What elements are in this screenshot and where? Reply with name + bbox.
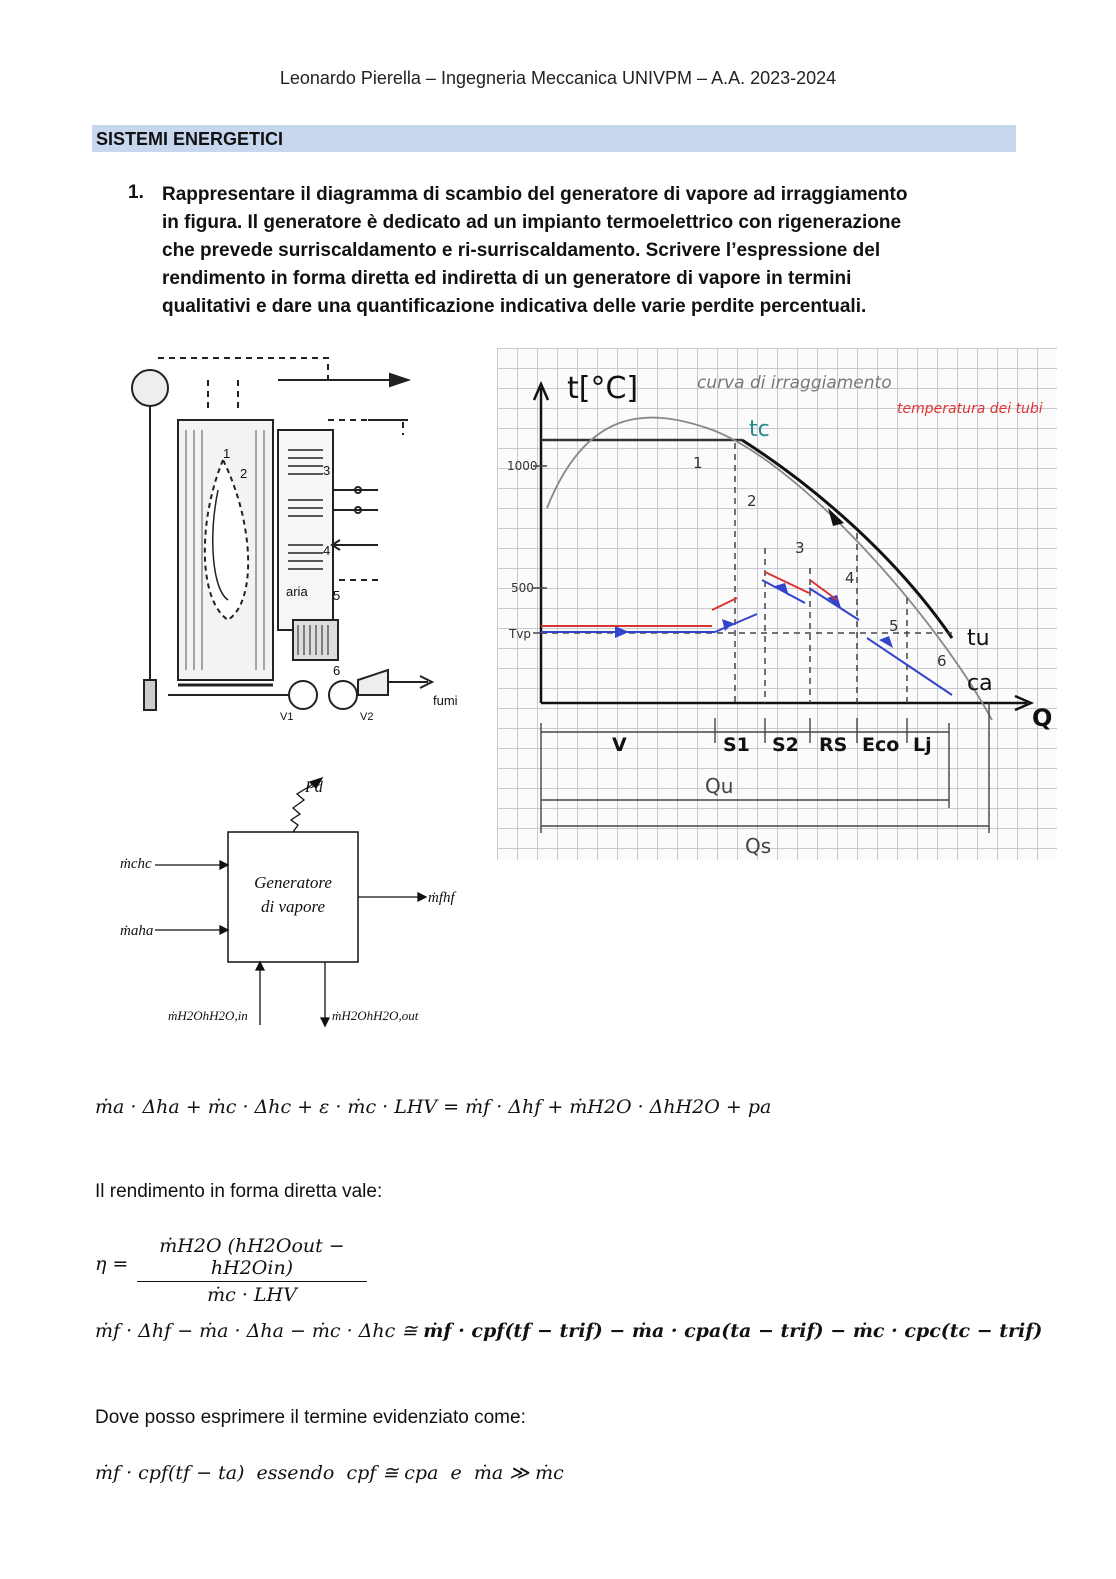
segment-label: S1 xyxy=(723,734,750,756)
fraction-bar xyxy=(137,1281,367,1282)
where-text: Dove posso esprimere il termine evidenziato come: xyxy=(95,1407,526,1428)
block-label: di vapore xyxy=(260,897,326,916)
boiler-label: 4 xyxy=(323,543,331,558)
region-number: 6 xyxy=(937,652,947,670)
question-text xyxy=(162,181,1022,321)
block-label: ṁaha xyxy=(120,923,154,939)
annotation-tu: tu xyxy=(967,626,990,651)
y-axis-label: t[°C] xyxy=(567,371,639,406)
energy-balance-equation: ṁa · Δha + ṁc · Δhc + ε · ṁc · LHV = ṁf · Δhf + ṁH2O · ΔhH2O + pa xyxy=(95,1096,772,1118)
block-label: ṁfhf xyxy=(428,890,455,906)
block-label: Generatore xyxy=(254,873,332,892)
block-diagram xyxy=(110,770,490,1040)
boiler-label: 2 xyxy=(240,466,248,481)
boiler-label: V1 xyxy=(280,711,294,723)
y-tick-label: 1000 xyxy=(507,459,538,473)
eta-symbol: η = xyxy=(95,1253,129,1275)
question-number: 1. xyxy=(128,182,144,203)
exchange-chart xyxy=(497,348,1057,860)
segment-label: Lj xyxy=(913,734,932,756)
region-number: 4 xyxy=(845,569,855,587)
total-label-qu: Qu xyxy=(705,774,734,798)
segment-label: S2 xyxy=(772,734,799,756)
boiler-label: aria xyxy=(286,584,308,599)
section-title: SISTEMI ENERGETICI xyxy=(96,129,284,149)
question-line: che prevede surriscaldamento e ri-surriscaldamento. Scrivere l’espressione del xyxy=(162,240,881,261)
efficiency-formula xyxy=(95,1235,495,1306)
total-label-qs: Qs xyxy=(745,834,772,858)
fumes-curve xyxy=(742,440,952,638)
y-tick-label: 500 xyxy=(511,581,534,595)
approx-right-highlighted: ṁf · cpf(tf − trif) − ṁa · cpa(ta − trif) − ṁc · cpc(tc − trif) xyxy=(423,1320,1043,1342)
direct-efficiency-text: Il rendimento in forma diretta vale: xyxy=(95,1181,383,1202)
boiler-label: 5 xyxy=(333,588,341,603)
approx-left: ṁf · Δhf − ṁa · Δha − ṁc · Δhc ≅ xyxy=(95,1320,418,1342)
annotation-tc: tc xyxy=(749,417,770,442)
segment-label: Eco xyxy=(862,734,900,756)
annotation-ca: ca xyxy=(967,671,993,696)
boiler-label: 1 xyxy=(223,446,231,461)
final-equation: ṁf · cpf(tf − ta) essendo cpf ≅ cpa e ṁa ≫ ṁc xyxy=(95,1462,564,1484)
annotation-tube-temp: temperatura dei tubi xyxy=(897,401,1043,417)
region-number: 1 xyxy=(693,454,703,472)
irradiation-curve xyxy=(547,418,992,720)
eta-denominator: ṁc · LHV xyxy=(207,1284,297,1306)
question-line: Rappresentare il diagramma di scambio del generatore di vapore ad irraggiamento xyxy=(162,184,908,205)
block-label: ṁH2OhH2O,out xyxy=(332,1008,419,1023)
eta-numerator: ṁH2O (hH2Oout − hH2Oin) xyxy=(159,1235,345,1279)
region-number: 3 xyxy=(795,539,805,557)
segment-label: RS xyxy=(819,734,848,756)
approx-equation xyxy=(95,1320,1042,1342)
block-label: Pd xyxy=(305,779,323,796)
boiler-label: 6 xyxy=(333,663,341,678)
page-header: Leonardo Pierella – Ingegneria Meccanica UNIVPM – A.A. 2023-2024 xyxy=(279,68,837,88)
boiler-drawing xyxy=(128,350,468,740)
x-axis-label: Q xyxy=(1032,704,1053,732)
question-line: rendimento in forma diretta ed indiretta di un generatore di vapore in termini xyxy=(162,268,852,289)
boiler-label: V2 xyxy=(360,711,374,723)
exchange-diagram xyxy=(497,348,1057,860)
y-tick-label: Tvp xyxy=(509,627,532,641)
block-label: ṁH2OhH2O,in xyxy=(168,1008,248,1023)
question-line: qualitativi e dare una quantificazione indicativa delle varie perdite percentuali. xyxy=(162,296,867,317)
boiler-label: fumi xyxy=(433,693,458,708)
block-label: ṁchc xyxy=(120,856,152,872)
annotation-irradiation: curva di irraggiamento xyxy=(697,373,892,393)
boiler-label: 3 xyxy=(323,463,331,478)
block-diagram-drawing xyxy=(110,770,490,1040)
region-number: 5 xyxy=(889,617,899,635)
boiler-schematic xyxy=(128,350,468,740)
region-number: 2 xyxy=(747,492,757,510)
segment-label: V xyxy=(612,734,627,756)
question-line: in figura. Il generatore è dedicato ad un impianto termoelettrico con rigenerazione xyxy=(162,212,902,233)
